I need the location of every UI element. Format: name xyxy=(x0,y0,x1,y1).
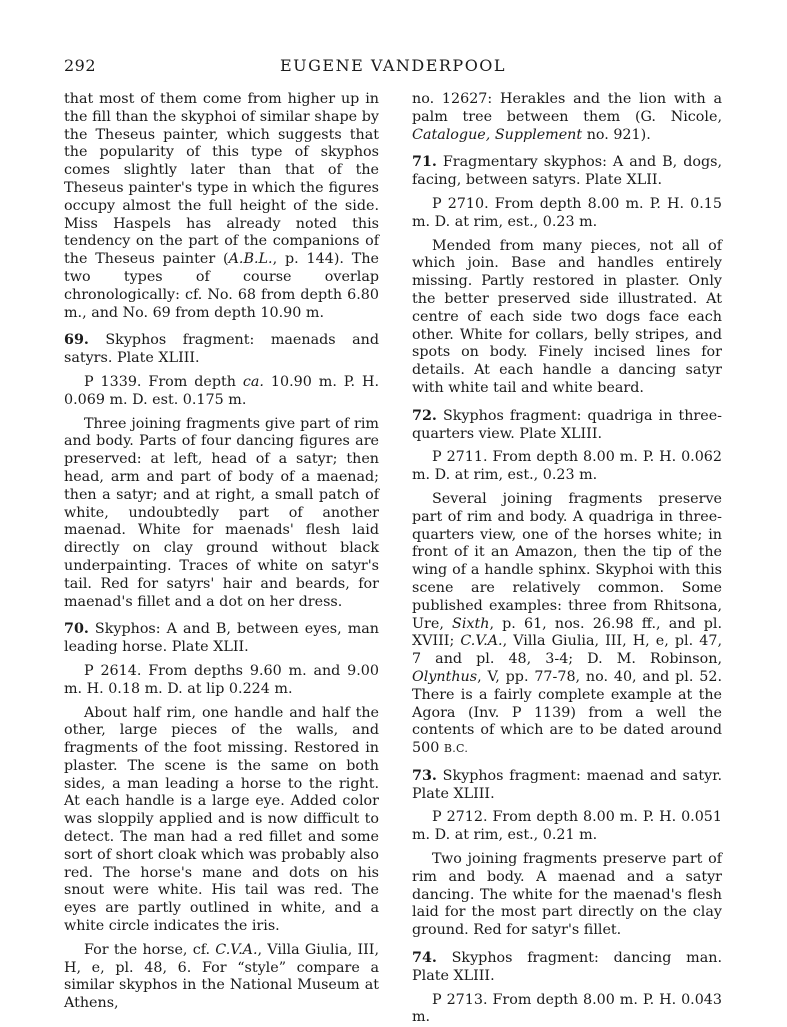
entry-72-specs: P 2711. From depth 8.00 m. P. H. 0.062 m. D. at rim, est., 0.23 m. xyxy=(412,449,722,484)
entry-71-specs: P 2710. From depth 8.00 m. P. H. 0.15 m. D. at rim, est., 0.23 m. xyxy=(412,195,722,230)
entry-title: Skyphos fragment: maenads and satyrs. Plate XLIII. xyxy=(64,332,379,367)
entry-number: 69. xyxy=(64,332,89,349)
running-head: EUGENE VANDERPOOL xyxy=(279,56,507,75)
page-header xyxy=(64,56,722,78)
entry-72-heading xyxy=(412,408,722,444)
continuation-paragraph: no. 12627: Herakles and the lion with a palm tree between them (G. Nicole, Catalogue, Supplement no. 921). xyxy=(412,91,722,143)
entry-74-heading xyxy=(412,950,722,986)
entry-73-specs: P 2712. From depth 8.00 m. P. H. 0.051 m. D. at rim, est., 0.21 m. xyxy=(412,809,722,844)
entry-71-heading xyxy=(412,154,722,190)
page-number: 292 xyxy=(64,56,97,75)
entry-title: Skyphos fragment: quadriga in three-quarters view. Plate XLIII. xyxy=(412,407,723,442)
entry-title: Skyphos fragment: maenad and satyr. Plate XLIII. xyxy=(412,767,722,802)
left-column xyxy=(64,91,379,1013)
entry-70-description: About half rim, one handle and half the other, large pieces of the walls, and fragments of the foot missing. Restored in plaster. The scene is the same on both sides, a man leading a horse to the right. At each handle is a large eye. Added color was sloppily applied and is now difficult to detect. The man had a red fillet and some sort of short cloak which was probably also red. The horse's mane and dots on his snout were white. His tail was red. The eyes are partly outlined in white, and a white circle indicates the iris. xyxy=(64,704,379,935)
entry-title: Skyphos fragment: dancing man. Plate XLIII. xyxy=(412,950,723,984)
entry-69-specs: P 1339. From depth ca. 10.90 m. P. H. 0.069 m. D. est. 0.175 m. xyxy=(64,373,380,408)
entry-number: 73. xyxy=(412,767,437,784)
entry-title: Skyphos: A and B, between eyes, man leading horse. Plate XLII. xyxy=(64,621,379,656)
entry-number: 74. xyxy=(412,950,437,967)
entry-74-specs: P 2713. From depth 8.00 m. P. H. 0.043 m. xyxy=(412,991,722,1026)
entry-73-description: Two joining fragments preserve part of rim and body. A maenad and a satyr dancing. The white for the maenad's flesh laid for the most part directly on the clay ground. Red for satyr's fillet. xyxy=(412,851,722,939)
right-column xyxy=(412,91,722,1027)
entry-number: 71. xyxy=(412,154,437,171)
entry-72-description: Several joining fragments preserve part of rim and body. A quadriga in three-quarters view, one of the horses white; in front of it an Amazon, then the tip of the wing of a handle sphinx. Skyphoi with this scene are relatively common. Some published examples: three from Rhitsona, Ure, Sixth, p. 61, nos. 26.98 ff., and pl. XVIII; C.V.A., Villa Giulia, III, H, e, pl. 47, 7 and pl. 48, 3-4; D. M. Robinson, Olynthus, V, pp. 77-78, no. 40, and pl. 52. There is a fairly complete example at the Agora (Inv. P 1139) from a well the contents of which are to be dated around 500 B.C. xyxy=(412,490,722,757)
entry-69-heading xyxy=(64,332,379,368)
entry-70-heading xyxy=(64,621,379,657)
entry-71-description: Mended from many pieces, not all of which join. Base and handles entirely missing. Partly restored in plaster. Only the better preserved side illustrated. At centre of each side two dogs face each other. White for collars, belly stripes, and spots on body. Finely incised lines for details. At each handle a dancing satyr with white tail and white beard. xyxy=(412,237,722,396)
entry-70-specs: P 2614. From depths 9.60 m. and 9.00 m. H. 0.18 m. D. at lip 0.224 m. xyxy=(64,662,379,697)
entry-70-references: For the horse, cf. C.V.A., Villa Giulia, III, H, e, pl. 48, 6. For “style” compare a similar skyphos in the National Museum at Athens, xyxy=(64,941,379,1012)
entry-73-heading xyxy=(412,768,722,804)
intro-paragraph: that most of them come from higher up in the fill than the skyphoi of similar shape by the Theseus painter, which suggests that the popularity of this type of skyphos comes slightly later than that of the Theseus painter's type in which the figures occupy almost the full height of the side. Miss Haspels has already noted this tendency on the part of the companions of the Theseus painter (A.B.L., p. 144). The two types of course overlap chronologically: cf. No. 68 from depth 6.80 m., and No. 69 from depth 10.90 m. xyxy=(64,91,379,321)
entry-number: 70. xyxy=(64,621,89,638)
entry-title: Fragmentary skyphos: A and B, dogs, facing, between satyrs. Plate XLII. xyxy=(412,154,723,189)
entry-69-description: Three joining fragments give part of rim and body. Parts of four dancing figures are preserved: at left, head of a satyr; then head, arm and part of body of a maenad; then a satyr; and at right, a small patch of white, undoubtedly part of another maenad. White for maenads' flesh laid directly on clay ground without black underpainting. Traces of white on satyr's tail. Red for satyrs' hair and beards, for maenad's fillet and a dot on her dress. xyxy=(64,415,379,610)
entry-number: 72. xyxy=(412,407,437,424)
